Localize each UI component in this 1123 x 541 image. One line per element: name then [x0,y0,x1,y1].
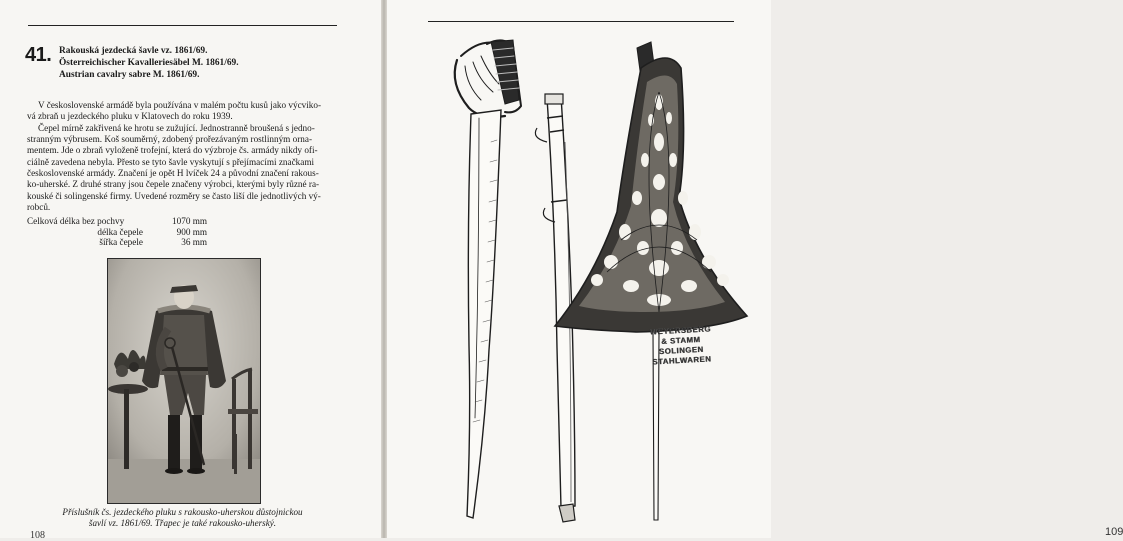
body-line: československé armády. Značení je opět H lvíček 24 a původní značení rakous- [27,168,319,179]
title-czech: Rakouská jezdecká šavle vz. 1861/69. [59,46,208,56]
top-rule [28,25,337,26]
page-number-right: 109 [1105,526,1123,538]
page-number-left: 108 [30,530,45,541]
stamp-line: & STAMM [660,334,701,347]
body-line: ko-uherské. Z druhé strany jsou čepele značeny výrobci, kterými byly různé ra- [27,179,320,190]
spec-value: 36 mm [181,237,207,247]
body-line: vá zbraň u jezdeckého pluku v Klatovech do roku 1939. [27,111,233,122]
entry-titles [59,46,339,81]
description-text [27,100,339,213]
body-line: ciálně zavedena nebyla. Přesto se tyto šavle vyskytují s přejímacími značkami [27,156,315,167]
entry-number: 41. [25,44,52,66]
left-page [0,0,383,541]
body-line: stranným výbrusem. Koš souměrný, zdobený prořezávaným rostlinným orna- [27,134,313,145]
spec-value: 900 mm [176,226,207,237]
dimensions-table [27,216,207,248]
hilt-detail-drawing [555,42,747,520]
stamp-line: SOLINGEN [658,344,704,357]
spec-label: Celková délka bez pochvy [27,216,125,226]
caption-line: šavlí vz. 1861/69. Třapec je také rakousko-uherský. [88,518,277,529]
title-german: Österreichischer Kavalleriesäbel M. 1861/69. [59,57,239,68]
spec-value: 1070 mm [172,216,207,226]
stamp-line: STAHLWAREN [652,354,712,367]
soldier-photograph [107,258,261,504]
photo-caption [40,507,325,529]
body-line: mentem. Jde o zbraň vyloženě trofejní, která do výzbroje čs. armády nikdy ofi- [27,145,318,156]
caption-line: Příslušník čs. jezdeckého pluku s rakousko-uherskou důstojnickou [62,507,303,517]
body-line: kouské či solingenské firmy. Uvedené rozměry se často liší dle jednotlivých vý- [27,190,321,201]
spec-label: délka čepele [97,226,143,237]
body-line: Čepel mírně zakřivená ke hrotu se zužující. Jednostranně broušená s jedno- [38,122,315,133]
maker-stamp [647,324,715,367]
sabre-drawing [455,40,521,518]
spec-row [27,227,207,238]
title-english: Austrian cavalry sabre M. 1861/69. [59,69,200,80]
stamp-line: WEYERSBERG [649,324,712,337]
sabre-line-drawing [387,22,771,527]
body-line: robců. [27,202,51,213]
body-line: V československé armádě byla používána v malém počtu kusů jako výcviko- [38,100,322,110]
spec-row [27,216,207,227]
soldier-photo-illustration [108,259,260,503]
spec-row [27,237,207,248]
spec-label: šířka čepele [99,237,143,247]
